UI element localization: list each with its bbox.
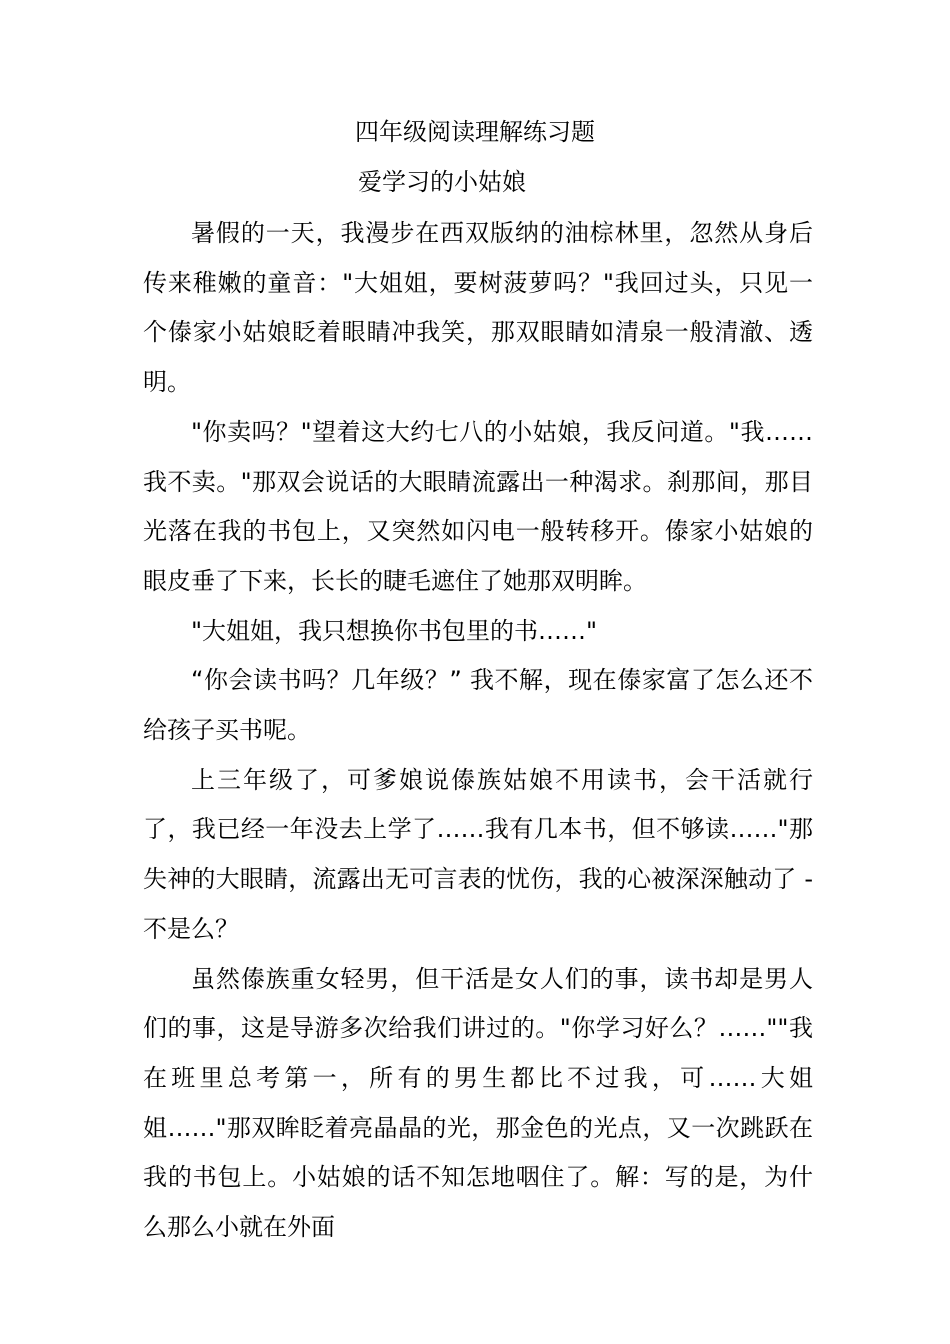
paragraph-3: "大姐姐，我只想换你书包里的书……" [191,616,598,645]
paragraph-2: "你卖吗？"望着这大约七八的小姑娘，我反问道。"我……我不卖。"那双会说话的大眼睛流露出一种渴求。刹那间，那目光落在我的书包上，又突然如闪电一般转移开。傣家小姑娘的眼皮垂了下来，长长的睫毛遮住了她那双明眸。 [143,417,813,595]
document-title: 四年级阅读理解练习题 [355,118,595,146]
story-title: 爱学习的小姑娘 [358,168,526,196]
paragraph-5: 上三年级了，可爹娘说傣族姑娘不用读书，会干活就行了，我已经一年没去上学了……我有几本书，但不够读……"那失神的大眼睛，流露出无可言表的忧伤，我的心被深深触动了 - 不是么？ [143,765,813,943]
story-body [143,209,813,1253]
paragraph-6: 虽然傣族重女轻男，但干活是女人们的事，读书却是男人们的事，这是导游多次给我们讲过的。"你学习好么？……""我在班里总考第一，所有的男生都比不过我，可……大姐姐……"那双眸眨着亮晶晶的光，那金色的光点，又一次跳跃在我的书包上。小姑娘的话不知怎地咽住了。解：写的是，为什么那么小就在外面 [143,964,813,1242]
paragraph-4: “你会读书吗？几年级？” 我不解，现在傣家富了怎么还不给孩子买书呢。 [143,666,813,745]
paragraph-1: 暑假的一天，我漫步在西双版纳的油棕林里，忽然从身后传来稚嫩的童音："大姐姐，要树菠萝吗？"我回过头，只见一个傣家小姑娘眨着眼睛冲我笑，那双眼睛如清泉一般清澈、透明。 [143,219,813,397]
